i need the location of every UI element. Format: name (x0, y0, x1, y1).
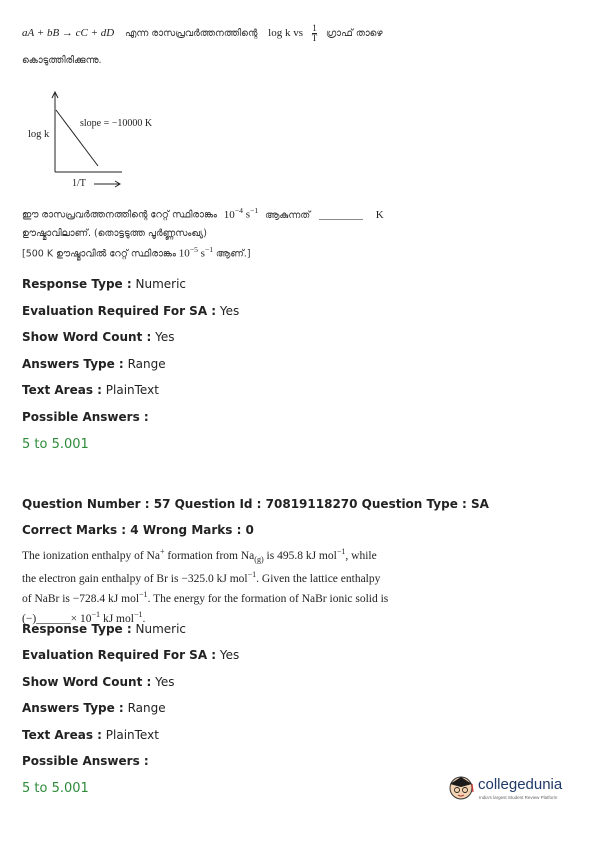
t: −1 (91, 609, 101, 619)
value: PlainText (105, 728, 159, 742)
q57-line3 (22, 587, 562, 607)
label: Text Areas : (22, 728, 102, 742)
value: Range (127, 357, 166, 371)
given-unit: s (200, 247, 205, 260)
label: Response Type : (22, 277, 132, 291)
rate-exp: −4 (234, 206, 243, 215)
t: (g) (254, 555, 264, 565)
given-unit-exp: −1 (204, 245, 214, 254)
q56-text-areas (22, 383, 159, 397)
value: Yes (155, 330, 175, 344)
logo-tagline: India's largest Student Review Platform (479, 795, 558, 800)
label: Possible Answers : (22, 410, 149, 424)
q56-line2: കൊടുത്തിരിക്കുന്നു. (22, 55, 102, 66)
label: Evaluation Required For SA : (22, 648, 217, 662)
q56-given-line (22, 245, 251, 260)
q56-answers-type (22, 357, 166, 371)
rate-blank: ________ (318, 208, 363, 221)
t: kJ mol (100, 612, 134, 625)
t: −1 (247, 570, 257, 580)
value: Range (127, 701, 166, 715)
t: . (142, 612, 146, 625)
q57-answers-type (22, 701, 166, 715)
value: Numeric (135, 622, 187, 636)
given-exp: −5 (189, 245, 198, 254)
label: Evaluation Required For SA : (22, 304, 217, 318)
q56-possible-label (22, 410, 149, 424)
q56-line1 (22, 24, 383, 43)
rate-K: K (375, 208, 384, 221)
q57-text-areas (22, 728, 159, 742)
logo-name: collegedunia (478, 776, 563, 793)
t: the electron gain enthalpy of Br is −325.0 kJ mol (22, 572, 248, 585)
equation: aA + bB → cC + dD (22, 27, 115, 40)
graph-slope-label: slope = −10000 K (80, 118, 153, 129)
ml-text: എന്ന രാസപ്രവർത്തനത്തിന്റെ (125, 28, 258, 40)
given-post: ആണ്.] (215, 248, 251, 260)
t: formation from Na (164, 549, 255, 562)
q57-response-type (22, 622, 186, 636)
t: −1 (139, 589, 148, 599)
label: Answers Type : (22, 357, 124, 371)
q57-line1 (22, 544, 562, 567)
label: Response Type : (22, 622, 132, 636)
fraction-den: T (311, 33, 318, 43)
q57-possible-label (22, 754, 149, 768)
graph-ylabel: log k (28, 129, 50, 140)
log-k-vs: log k vs (268, 27, 303, 40)
t: , while (345, 549, 377, 562)
t: (−)______× 10 (22, 612, 92, 625)
q57-possible-answer: 5 to 5.001 (22, 781, 89, 796)
value: PlainText (105, 383, 159, 397)
q57-marks: Correct Marks : 4 Wrong Marks : 0 (22, 523, 254, 537)
t: The ionization enthalpy of Na (22, 549, 160, 562)
t: −1 (133, 609, 143, 619)
value: Yes (155, 675, 175, 689)
collegedunia-logo (446, 772, 576, 806)
q57-eval (22, 648, 239, 662)
label: Text Areas : (22, 383, 102, 397)
t: . Given the lattice enthalpy (256, 572, 381, 585)
rate-unit: s (245, 208, 251, 221)
value: Numeric (135, 277, 187, 291)
ml-text-2: ഗ്രാഫ് താഴെ (325, 28, 383, 40)
label: Show Word Count : (22, 675, 152, 689)
q56-rate-line (22, 206, 492, 221)
label: Possible Answers : (22, 754, 149, 768)
t: of NaBr is −728.4 kJ mol (22, 592, 140, 605)
label: Answers Type : (22, 701, 124, 715)
rate-value: 10 (223, 208, 235, 221)
rate-unit-exp: −1 (250, 206, 259, 215)
q57-line2 (22, 567, 562, 587)
q57-question-text (22, 544, 562, 627)
graph-xlabel: 1/T (72, 178, 86, 189)
given-pre: [500 K ഊഷ്മാവിൽ റേറ്റ് സ്ഥിരാങ്കം (22, 248, 176, 260)
t: is 495.8 kJ mol (263, 549, 337, 562)
t: −1 (336, 547, 346, 556)
q56-eval (22, 304, 239, 318)
fraction-num: 1 (312, 23, 317, 33)
rate-ml: ഈ രാസപ്രവർത്തനത്തിന്റെ റേറ്റ് സ്ഥിരാങ്കം (22, 209, 218, 221)
given-value: 10 (178, 247, 190, 260)
q56-wordcount (22, 330, 174, 344)
q56-response-type (22, 277, 186, 291)
value: Yes (219, 648, 240, 662)
fraction (312, 24, 318, 43)
label: Show Word Count : (22, 330, 152, 344)
mascot-icon (446, 772, 476, 804)
value: Yes (219, 304, 240, 318)
rate-ml-2: ആകുന്നത് (264, 209, 311, 221)
t: . The energy for the formation of NaBr ionic solid is (147, 592, 389, 605)
q56-possible-answer: 5 to 5.001 (22, 437, 89, 452)
q57-wordcount (22, 675, 174, 689)
q57-header: Question Number : 57 Question Id : 70819118270 Question Type : SA (22, 497, 489, 511)
q56-temp-line: ഊഷ്മാവിലാണ്. (തൊട്ടടുത്ത പൂർണ്ണസംഖ്യ) (22, 228, 207, 239)
t: + (159, 547, 165, 556)
